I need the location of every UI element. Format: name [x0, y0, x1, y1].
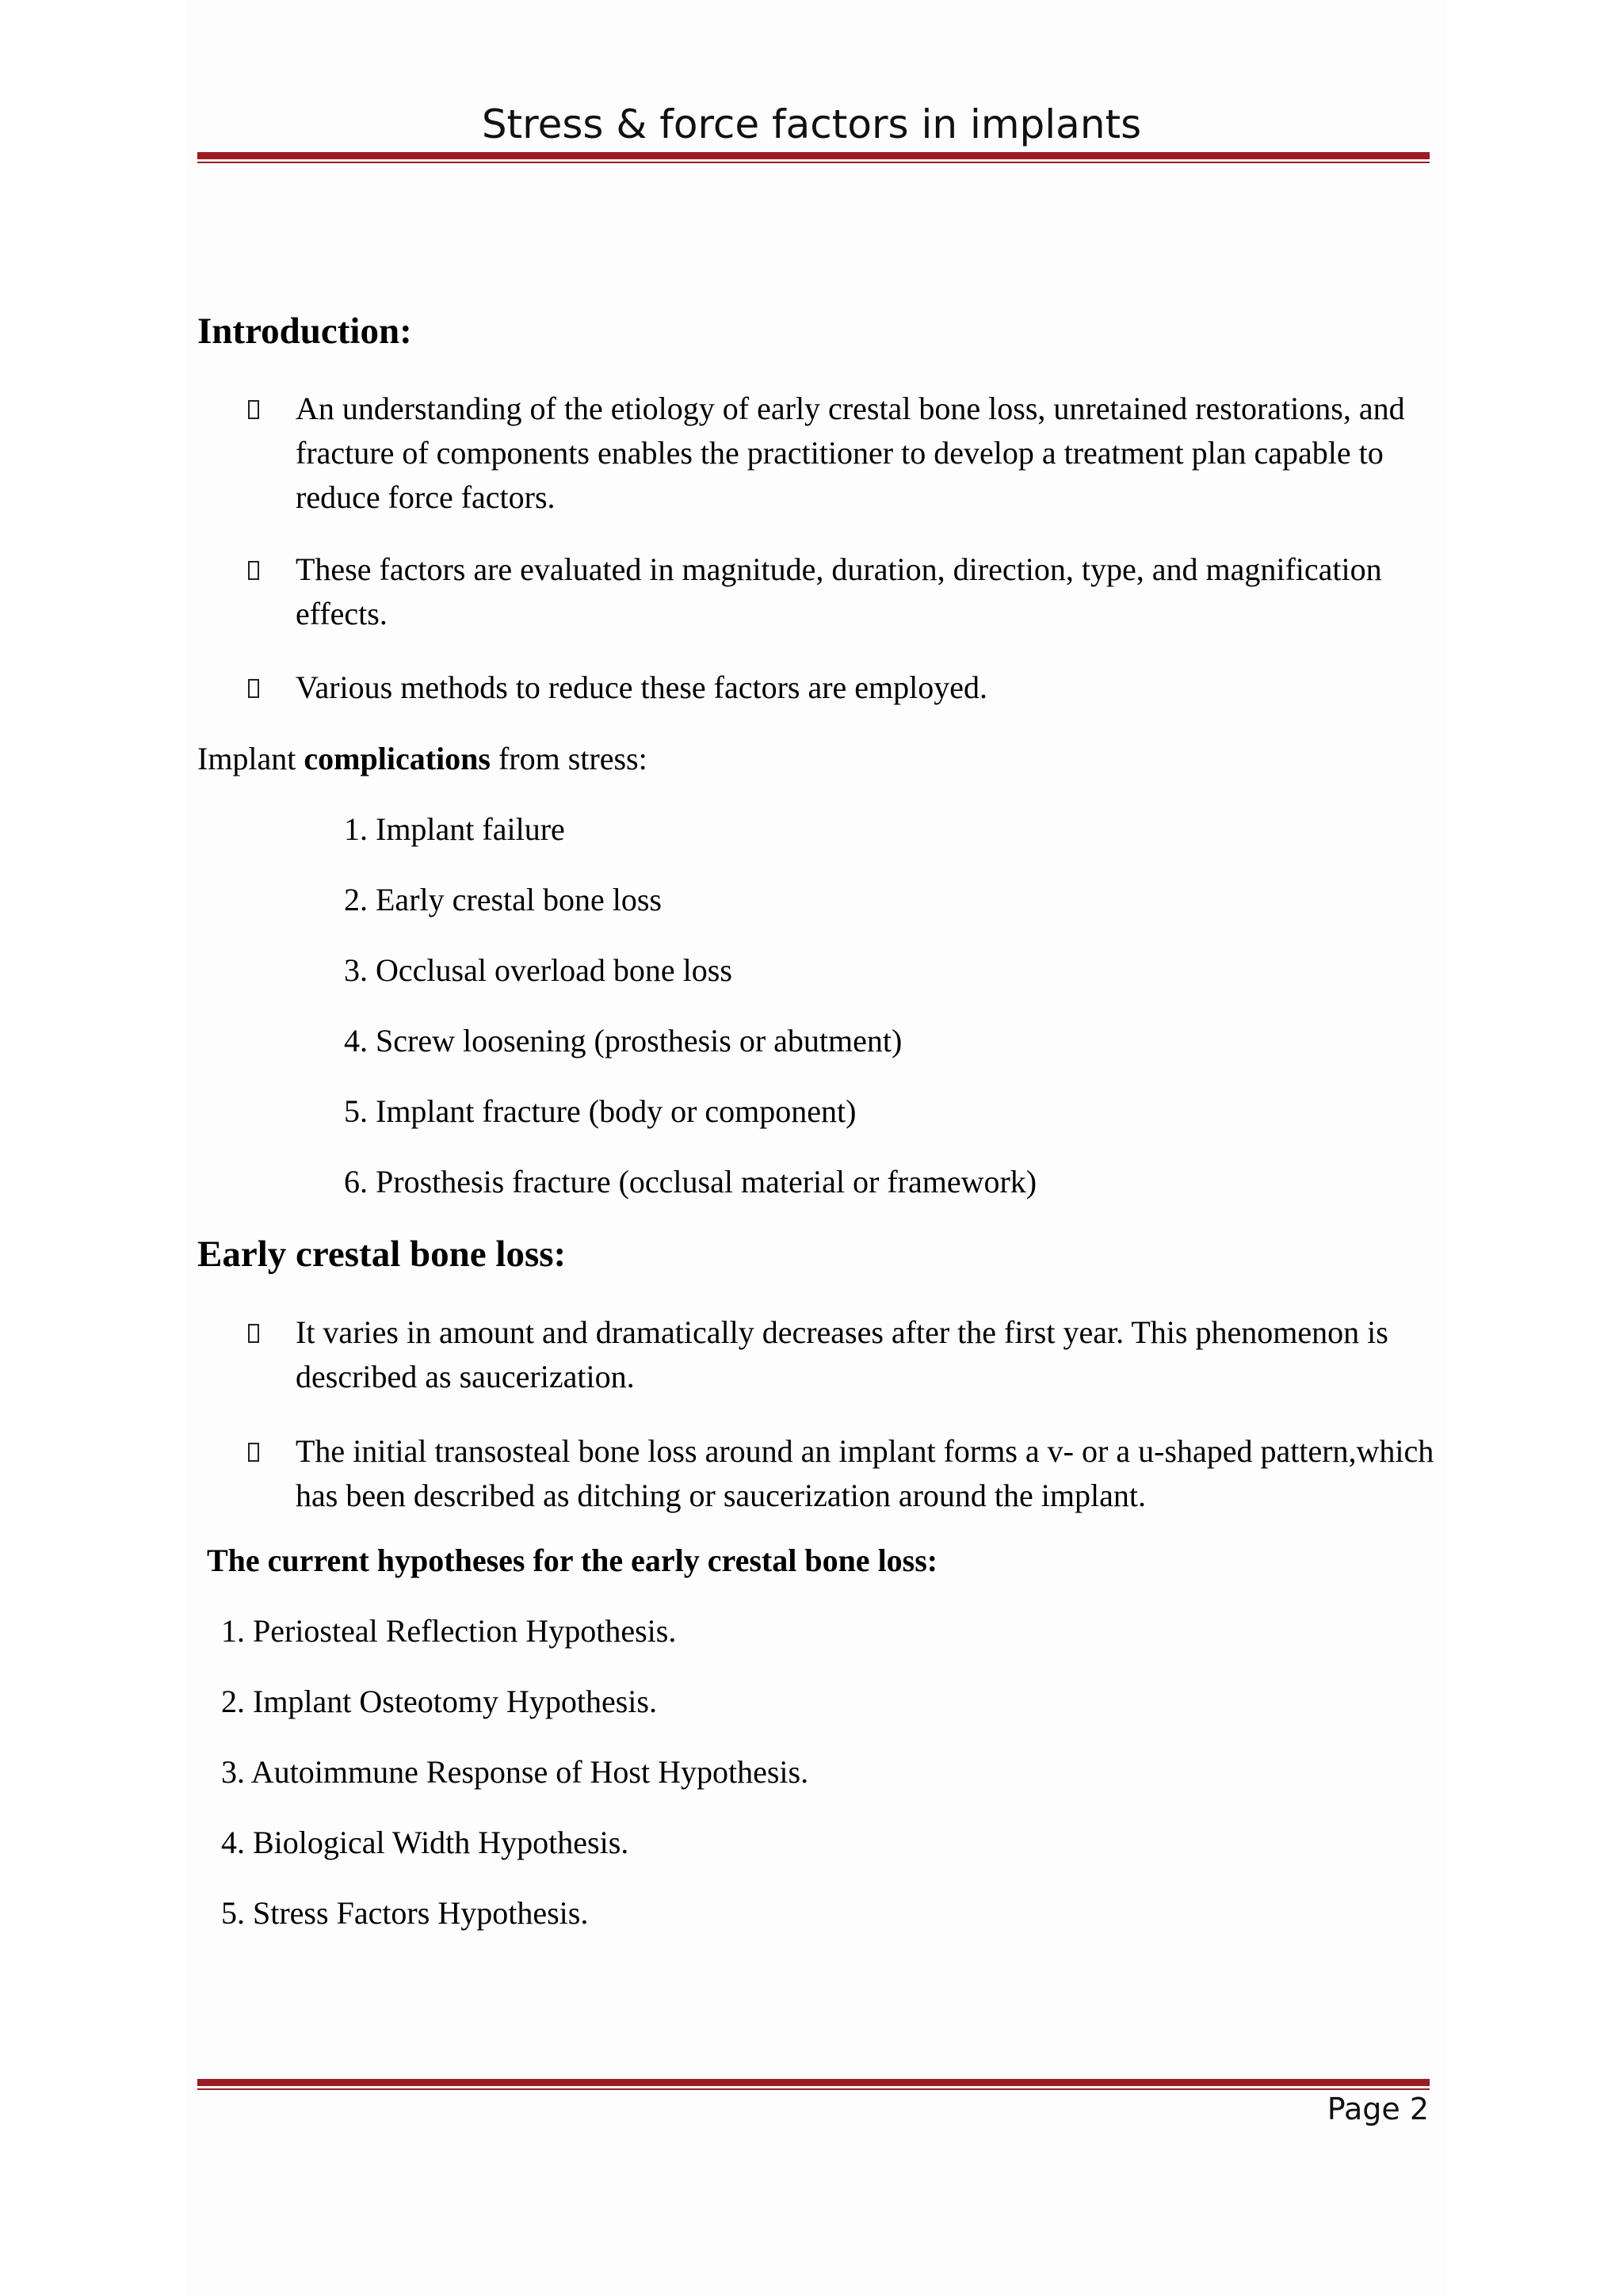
complications-intro-prefix: Implant [197, 741, 304, 776]
hypothesis-item-4: 4. Biological Width Hypothesis. [221, 1825, 629, 1860]
hypothesis-item-2: 2. Implant Osteotomy Hypothesis. [221, 1684, 657, 1719]
complication-item-4: 4. Screw loosening (prosthesis or abutment) [344, 1023, 903, 1058]
bullet-marker-icon [244, 673, 268, 704]
intro-bullet-3: Various methods to reduce these factors are employed. [296, 669, 988, 705]
introduction-heading: Introduction: [197, 311, 412, 352]
complication-item-2: 2. Early crestal bone loss [344, 882, 662, 917]
bullet-marker-icon [244, 1318, 268, 1349]
complication-item-6: 6. Prosthesis fracture (occlusal material or framework) [344, 1164, 1037, 1199]
complication-item-1: 1. Implant failure [344, 811, 565, 847]
hypothesis-item-5: 5. Stress Factors Hypothesis. [221, 1895, 589, 1931]
footer-rule-thin [197, 2088, 1430, 2090]
intro-bullet-1: An understanding of the etiology of early crestal bone loss, unretained restorations, and fracture of components enables the practitioner to develop a treatment plan capable to reduce force factors. [296, 391, 1405, 515]
complication-item-5: 5. Implant fracture (body or component) [344, 1093, 857, 1129]
running-header-title: Stress & force factors in implants [481, 101, 1142, 147]
bullet-marker-icon [244, 1436, 268, 1468]
hypotheses-heading: The current hypotheses for the early crestal bone loss: [207, 1543, 938, 1578]
complications-intro-suffix: from stress: [490, 741, 647, 776]
footer-rule-thick [197, 2079, 1430, 2086]
complications-intro-bold: complications [304, 741, 491, 776]
hypothesis-item-3: 3. Autoimmune Response of Host Hypothesis. [221, 1754, 809, 1790]
bullet-marker-icon [244, 394, 268, 425]
complication-item-3: 3. Occlusal overload bone loss [344, 952, 732, 988]
early-loss-heading: Early crestal bone loss: [197, 1234, 567, 1275]
complications-intro [197, 737, 647, 781]
page-number: Page 2 [1327, 2092, 1429, 2126]
header-rule-thick [197, 152, 1430, 159]
intro-bullet-2: These factors are evaluated in magnitude, duration, direction, type, and magnification effects. [296, 551, 1382, 631]
bullet-marker-icon [244, 555, 268, 586]
early-loss-bullet-2: The initial transosteal bone loss around an implant forms a v- or a u-shaped pattern,which has been described as ditching or saucerization around the implant. [296, 1433, 1434, 1513]
early-loss-bullet-1: It varies in amount and dramatically decreases after the first year. This phenomenon is described as saucerization. [296, 1314, 1388, 1394]
hypothesis-item-1: 1. Periosteal Reflection Hypothesis. [221, 1613, 677, 1649]
header-rule-thin [197, 162, 1430, 163]
